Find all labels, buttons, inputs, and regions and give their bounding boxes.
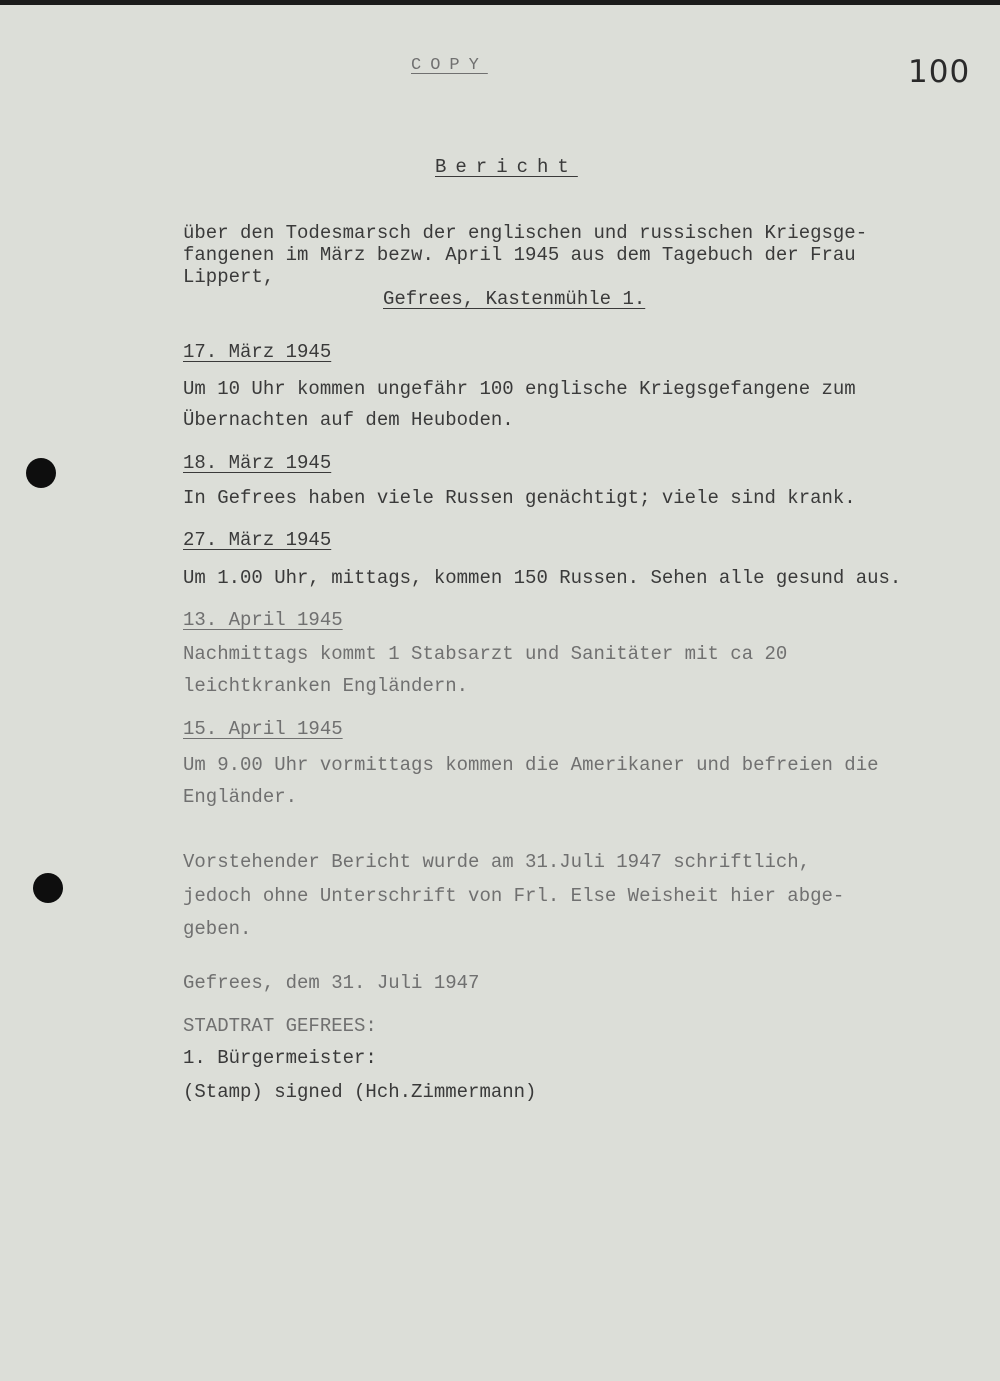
signature-office: STADTRAT GEFREES: bbox=[183, 1015, 377, 1037]
entry-line: Um 10 Uhr kommen ungefähr 100 englische Kriegsgefangene zum bbox=[183, 378, 856, 400]
entry-line: In Gefrees haben viele Russen genächtigt; viele sind krank. bbox=[183, 487, 856, 509]
signature-role: 1. Bürgermeister: bbox=[183, 1047, 377, 1069]
entry-line: Um 9.00 Uhr vormittags kommen die Amerikaner und befreien die bbox=[183, 754, 879, 776]
intro-line-3: Lippert, bbox=[183, 266, 275, 288]
entry-line: leichtkranken Engländern. bbox=[183, 675, 469, 697]
copy-label: COPY bbox=[411, 56, 488, 75]
page-number: 100 bbox=[908, 54, 971, 90]
signature-place-date: Gefrees, dem 31. Juli 1947 bbox=[183, 972, 480, 994]
entry-date: 15. April 1945 bbox=[183, 718, 343, 740]
entry-date: 13. April 1945 bbox=[183, 609, 343, 631]
entry-date: 18. März 1945 bbox=[183, 452, 332, 474]
entry-line: Um 1.00 Uhr, mittags, kommen 150 Russen. Sehen alle gesund aus. bbox=[183, 567, 902, 589]
document-title: Bericht bbox=[435, 156, 578, 178]
intro-line-2: fangenen im März bezw. April 1945 aus dem Tagebuch der Frau bbox=[183, 244, 856, 266]
signature-signed: (Stamp) signed (Hch.Zimmermann) bbox=[183, 1081, 537, 1103]
closing-line-2: jedoch ohne Unterschrift von Frl. Else Weisheit hier abge- bbox=[183, 885, 845, 907]
entry-date: 27. März 1945 bbox=[183, 529, 332, 551]
intro-address: Gefrees, Kastenmühle 1. bbox=[383, 288, 646, 310]
entry-line: Übernachten auf dem Heuboden. bbox=[183, 409, 514, 431]
closing-line-3: geben. bbox=[183, 918, 252, 940]
entry-line: Engländer. bbox=[183, 786, 298, 808]
punch-hole-top bbox=[26, 458, 56, 488]
closing-line-1: Vorstehender Bericht wurde am 31.Juli 1947 schriftlich, bbox=[183, 851, 811, 873]
entry-date: 17. März 1945 bbox=[183, 341, 332, 363]
intro-line-1: über den Todesmarsch der englischen und russischen Kriegsge- bbox=[183, 222, 868, 244]
entry-line: Nachmittags kommt 1 Stabsarzt und Sanitäter mit ca 20 bbox=[183, 643, 788, 665]
punch-hole-bottom bbox=[33, 873, 63, 903]
scan-top-edge bbox=[0, 0, 1000, 5]
